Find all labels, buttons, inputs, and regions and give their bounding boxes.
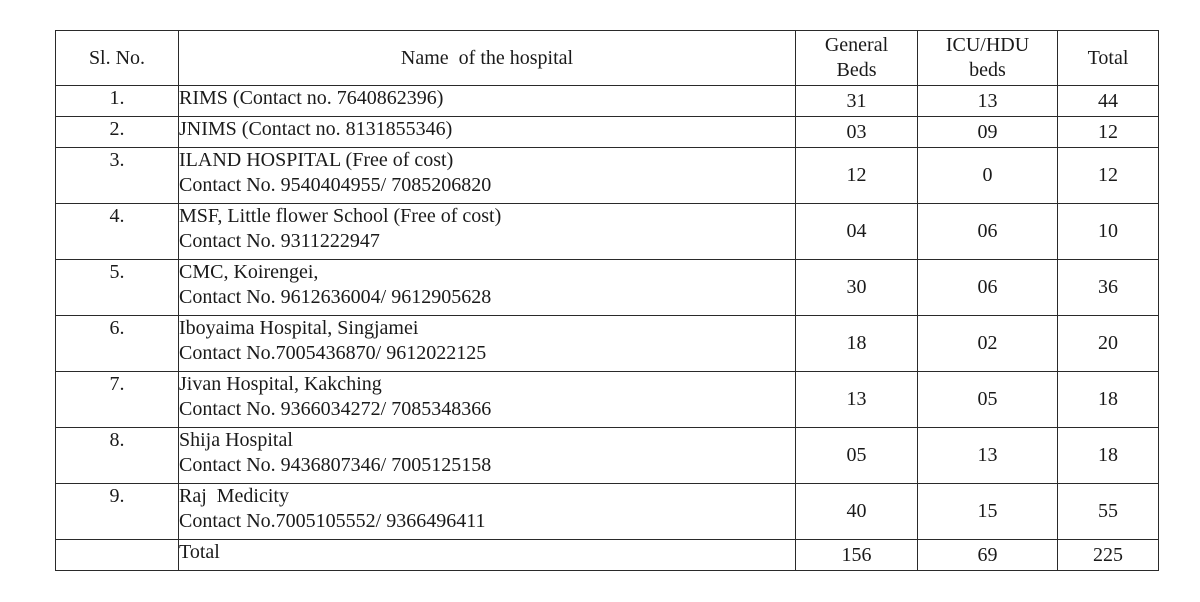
hospital-contact-line: Contact No. 9436807346/ 7005125158 <box>179 454 492 476</box>
row-icu-hdu-beds: 09 <box>918 117 1058 148</box>
row-total: 12 <box>1058 117 1159 148</box>
table-row <box>56 428 1159 484</box>
row-total: 44 <box>1058 86 1159 117</box>
header-icu-hdu-beds-line-2: beds <box>969 59 1006 81</box>
totals-total: 225 <box>1058 540 1159 571</box>
row-general-beds: 40 <box>796 484 918 540</box>
row-sl-no: 9. <box>56 484 179 540</box>
hospital-contact-line: Contact No.7005105552/ 9366496411 <box>179 510 486 532</box>
row-general-beds: 03 <box>796 117 918 148</box>
row-icu-hdu-beds: 05 <box>918 372 1058 428</box>
hospital-name-line: Raj Medicity <box>179 485 289 507</box>
row-sl-no: 6. <box>56 316 179 372</box>
row-icu-hdu-beds: 13 <box>918 86 1058 117</box>
hospital-contact-line: Contact No.7005436870/ 9612022125 <box>179 342 487 364</box>
totals-general-beds: 156 <box>796 540 918 571</box>
row-general-beds: 13 <box>796 372 918 428</box>
hospital-beds-table <box>55 30 1159 571</box>
row-sl-no: 4. <box>56 204 179 260</box>
hospital-contact-line: Contact No. 9612636004/ 9612905628 <box>179 286 492 308</box>
hospital-contact-line: Contact No. 9366034272/ 7085348366 <box>179 398 492 420</box>
row-general-beds: 05 <box>796 428 918 484</box>
row-general-beds: 30 <box>796 260 918 316</box>
row-icu-hdu-beds: 06 <box>918 260 1058 316</box>
header-general-beds-line-2: Beds <box>836 59 877 81</box>
table-row <box>56 484 1159 540</box>
row-total: 18 <box>1058 428 1159 484</box>
row-general-beds: 12 <box>796 148 918 204</box>
row-general-beds: 31 <box>796 86 918 117</box>
row-sl-no: 7. <box>56 372 179 428</box>
table-row <box>56 117 1159 148</box>
header-sl-no: Sl. No. <box>56 31 179 86</box>
totals-row <box>56 540 1159 571</box>
hospital-contact-line: Contact No. 9540404955/ 7085206820 <box>179 174 492 196</box>
hospital-name-line: MSF, Little flower School (Free of cost) <box>179 205 502 227</box>
row-icu-hdu-beds: 15 <box>918 484 1058 540</box>
row-icu-hdu-beds: 13 <box>918 428 1058 484</box>
row-total: 12 <box>1058 148 1159 204</box>
row-total: 10 <box>1058 204 1159 260</box>
hospital-name-line: ILAND HOSPITAL (Free of cost) <box>179 149 454 171</box>
hospital-name-line: CMC, Koirengei, <box>179 261 319 283</box>
header-icu-hdu-beds <box>918 31 1058 86</box>
header-icu-hdu-beds-line-1: ICU/HDU <box>945 34 1030 56</box>
row-total: 18 <box>1058 372 1159 428</box>
table-row <box>56 372 1159 428</box>
hospital-name-line: Shija Hospital <box>179 429 293 451</box>
header-total: Total <box>1058 31 1159 86</box>
row-hospital-name <box>179 428 796 484</box>
row-hospital-name <box>179 316 796 372</box>
table-row <box>56 86 1159 117</box>
row-sl-no: 5. <box>56 260 179 316</box>
row-icu-hdu-beds: 02 <box>918 316 1058 372</box>
row-general-beds: 18 <box>796 316 918 372</box>
table-row <box>56 148 1159 204</box>
header-row <box>56 31 1159 86</box>
table-row <box>56 316 1159 372</box>
table-row <box>56 204 1159 260</box>
header-hospital-name: Name of the hospital <box>179 31 796 86</box>
table-row <box>56 260 1159 316</box>
row-hospital-name <box>179 484 796 540</box>
row-general-beds: 04 <box>796 204 918 260</box>
hospital-name-line: JNIMS (Contact no. 8131855346) <box>179 118 453 140</box>
row-icu-hdu-beds: 06 <box>918 204 1058 260</box>
row-total: 36 <box>1058 260 1159 316</box>
header-general-beds <box>796 31 918 86</box>
row-hospital-name <box>179 148 796 204</box>
row-icu-hdu-beds: 0 <box>918 148 1058 204</box>
row-hospital-name <box>179 372 796 428</box>
totals-label: Total <box>179 540 796 571</box>
header-general-beds-line-1: General <box>824 34 889 56</box>
totals-icu-hdu-beds: 69 <box>918 540 1058 571</box>
row-hospital-name <box>179 86 796 117</box>
hospital-name-line: Iboyaima Hospital, Singjamei <box>179 317 419 339</box>
row-hospital-name <box>179 260 796 316</box>
row-total: 20 <box>1058 316 1159 372</box>
row-total: 55 <box>1058 484 1159 540</box>
row-sl-no: 3. <box>56 148 179 204</box>
hospital-contact-line: Contact No. 9311222947 <box>179 230 380 252</box>
row-hospital-name <box>179 117 796 148</box>
hospital-name-line: Jivan Hospital, Kakching <box>179 373 382 395</box>
row-sl-no: 8. <box>56 428 179 484</box>
row-sl-no: 2. <box>56 117 179 148</box>
hospital-name-line: RIMS (Contact no. 7640862396) <box>179 87 444 109</box>
table-body <box>56 86 1159 540</box>
row-hospital-name <box>179 204 796 260</box>
row-sl-no: 1. <box>56 86 179 117</box>
totals-sl-cell <box>56 540 179 571</box>
